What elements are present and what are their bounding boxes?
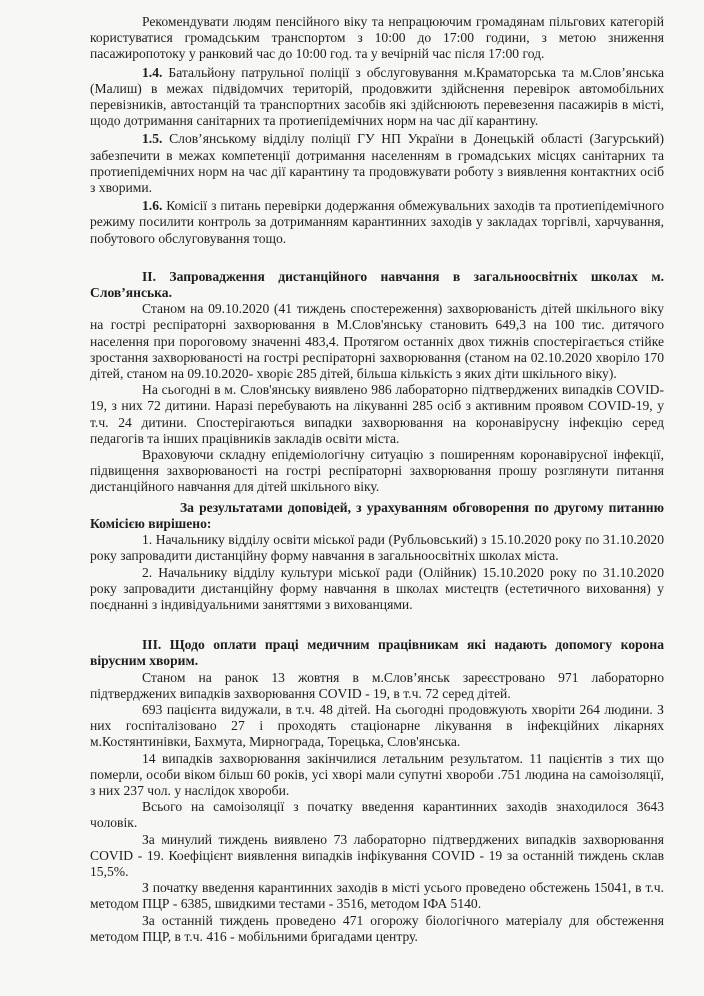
paragraph-text: Слов’янському відділу поліції ГУ НП України в Донецькій області (Загурський) забезпечити в межах компетенції дотримання населенням в громадських місцях санітарних та протиепідемічних норм на час дії карантину та продовжувати роботу з виявлення контактних осіб з хворими. [90,131,664,196]
decision-heading: За результатами доповідей, з урахуванням обговорення по другому питанню Комісією вирішено: [90,499,664,531]
paragraph-transport-recommendation: Рекомендувати людям пенсійного віку та непрацюючим громадянам пільгових категорій користуватися громадським транспортом з 10:00 до 17:00 години, з метою зниження пасажиропотоку у ранковий час до 10:00 год. та у вечірній час після 17:00 год. [90,14,664,62]
paragraph-total-tests: З початку введення карантинних заходів в місті усього проведено обстежень 15041, в т.ч. методом ПЦР - 6385, швидкими тестами - 3516, методом ІФА 5140. [90,880,664,912]
paragraph-weekly-samples: За останній тиждень проведено 471 огорожу біологічного матеріалу для обстеження методом ПЦР, в т.ч. 416 - мобільними бригадами центру. [90,912,664,944]
paragraph-text: Комісії з питань перевірки додержання обмежувальних заходів та протиепідемічного режиму посилити контроль за дотриманням карантинних заходів у закладах торгівлі, харчування, побутового обслуговування тощо. [90,198,664,246]
section-2-heading: II. Запровадження дистанційного навчання в загальноосвітніх школах м. Слов’янська. [90,268,664,301]
item-number: 1.4. [142,64,163,80]
paragraph-school-morbidity: Станом на 09.10.2020 (41 тиждень спостереження) захворюваність дітей шкільного віку на гострі респіраторні захворювання в М.Слов'янську становить 649,3 на 100 тис. дитячого населення при пороговому значенні 483,4. Протягом останніх двох тижнів спостерігається стійке зростання захворюваності на гострі респіраторні захворювання (станом на 02.10.2020 хворіло 170 дітей, станом на 09.10.2020- хворіє 285 дітей, більша кількість з яких діти шкільного віку). [90,301,664,382]
paragraph-weekly-cases: За минулий тиждень виявлено 73 лабораторно підтверджених випадків захворювання COVID - 19. Коефіцієнт виявлення випадків інфікування COVID - 19 за останній тиждень склав 15,5%. [90,831,664,879]
paragraph-self-isolation: Всього на самоізоляції з початку введення карантинних заходів знаходилося 3643 чоловік. [90,799,664,831]
item-number: 1.5. [142,131,163,147]
paragraph-registered-cases: Станом на ранок 13 жовтня в м.Слов’янськ зареєстровано 971 лабораторно підтверджених випадків захворювання COVID - 19, в т.ч. 72 серед дітей. [90,669,664,701]
item-number: 1.6. [142,198,163,214]
paragraph-recovered: 693 пацієнта видужали, в т.ч. 48 дітей. На сьогодні продовжують хворіти 264 людини. З них госпіталізовано 27 і проходять стаціонарне лікування в інфекційних лікарнях м.Костянтинівки, Бахмута, Мирнограда, Торецька, Слов'янська. [90,701,664,750]
paragraph-covid-cases: На сьогодні в м. Слов'янську виявлено 986 лабораторно підтверджених випадків COVID-19, з них 72 дитини. Наразі перебувають на лікуванні 285 осіб з активним проявом COVID-19, у т.ч. 24 дитини. Спостерігаються випадки захворювання на коронавірусну інфекцію серед педагогів та інших працівників закладів освіти міста. [90,382,664,446]
paragraph-distance-learning-request: Враховуючи складну епідеміологічну ситуацію з поширенням коронавірусної інфекції, підвищення захворюваності на гострі респіраторні захворювання прошу розглянути питання дистанційного навчання для дітей шкільного віку. [90,447,664,495]
paragraph-1-6 [90,198,664,247]
paragraph-1-4 [90,65,664,130]
paragraph-1-5 [90,131,664,196]
paragraph-text: Батальйону патрульної поліції з обслуговування м.Краматорська та м.Слов’янська (Малиш) в межах підвідомчих територій, продовжити здійснення перевірок автомобільних перевізників, автостанцій та транспортних засобів які здійснюють перевезення пасажирів в місті, щодо дотримання санітарних та протиепідемічних норм на час дії карантину. [90,64,664,129]
section-3-heading: III. Щодо оплати праці медичним працівникам які надають допомогу корона вірусним хворим. [90,637,664,669]
paragraph-fatal-cases: 14 випадків захворювання закінчилися летальним результатом. 11 пацієнтів з тих що померли, особи віком більш 60 років, усі хворі мали супутні хвороби .751 людина на самоізоляції, з них 237 чол. у наслідок хвороби. [90,750,664,798]
decision-item-2: 2. Начальнику відділу культури міської ради (Олійник) 15.10.2020 року по 31.10.2020 року запровадити дистанційну форму навчання в школах мистецтв (естетичного виховання) у поєднанні з індивідуальними заняттями з вихованцями. [90,564,664,612]
decision-item-1: 1. Начальнику відділу освіти міської ради (Рубльовський) з 15.10.2020 року по 31.10.2020 року запровадити дистанційну форму навчання в загальноосвітніх школах міста. [90,532,664,564]
